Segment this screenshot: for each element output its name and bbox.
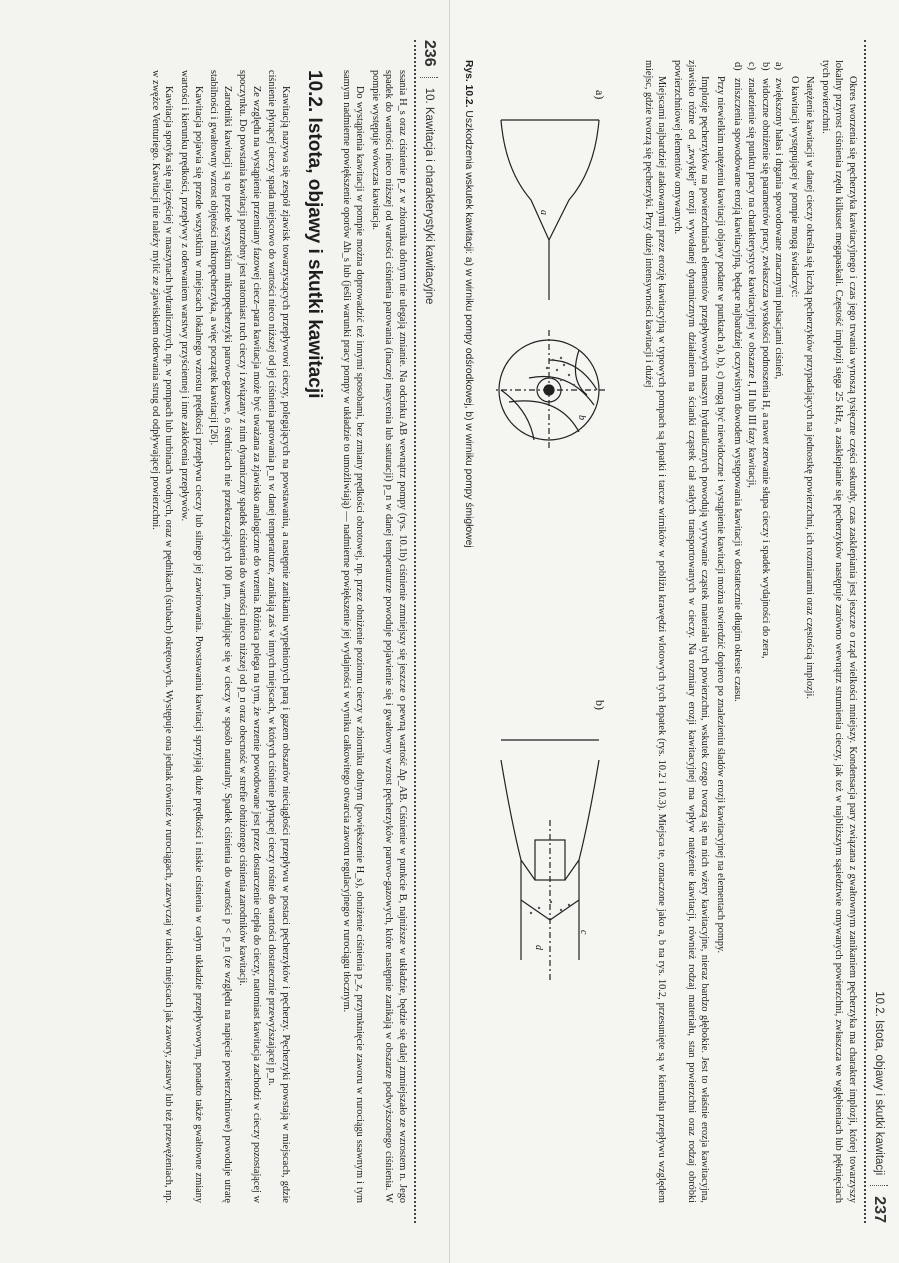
- left-header-title: 10. Kawitacja i charakterystyki kawitacyjne: [423, 87, 435, 305]
- part-letter: a: [538, 210, 549, 215]
- paragraph: Przy niewielkim natężeniu kawitacji objawy podane w punktach a), b), c) mogą być niewidoczne i wystąpienie kawitacji można stwierdzić dopiero po znalezieniu śladów erozji kawitacyjnej na elementach pompy.: [714, 76, 726, 954]
- paragraph: Do wystąpienia kawitacji w pompie można doprowadzić też innymi sposobami, bez zmiany prędkości obrotowej, np. przez obniżenie poziomu cieczy w zbiorniku dolnym (powiększenie H_s), obniżenie ciśnienia p_z, przymknięcie zaworu w rurociągu ssawnym i tym samym nadmierne powiększenie oporów Δh_s lub (jeśli warunki pracy pompy w układzie to umożliwiają) — nadmierne powiększenie jej wydajności w wyniku całkowitego otwarcia zaworu regulacyjnego w rurociągu tłocznym.: [340, 70, 366, 1203]
- part-letter: b: [576, 415, 587, 420]
- paragraph: Ze względu na wystąpienie przemiany fazowej ciecz–para kawitacja może być uważana za zjawisko analogiczne do wrzenia. Różnica polega na tym, że wrzenie powodowane jest przez dostarczenie ciepła do cieczy, natomiast kawitacja zachodzi w cieczy pozostającej w spoczynku. Do powstania kawitacji potrzebny jest natomiast ruch cieczy i związany z nim dynamiczny spadek ciśnienia do wartości nieco niższej od p_n oraz obecność w strefie obniżonego ciśnienia zarodników kawitacji.: [237, 70, 262, 1203]
- right-page-number: 237: [871, 1196, 888, 1223]
- paragraph: Kawitacja pojawia się przede wszystkim w miejscach lokalnego wzrostu prędkości przepływu cieczy lub silnego jej zawirowania. Powstawaniu kawitacji sprzyjają duże prędkości i niskie ciśnienia w całym układzie przepływowym, ponadto także gwałtowne zmiany wartości i kierunku prędkości, przepływy z oderwaniem warstwy przyściennej i inne zakłócenia przepływów.: [178, 70, 204, 1203]
- symptom-list: [731, 62, 785, 1203]
- paragraph: Implozje pęcherzyków na powierzchniach elementów przepływowych maszyn hydraulicznych powodują wyrywanie cząstek materiału tych powierzchni, wskutek czego tworzą się na nich wżery kawitacyjne, nieraz bardzo głębokie. Jest to właśnie erozja kawitacyjna, zjawisko różne od „zwykłej” erozji wywołanej dynamicznym działaniem na ścianki cząstek ciał stałych transportowanych w cieczy. Na rozmiary erozji kawitacyjnej ma wpływ natężenie kawitacji, również rodzaj materiału, stan powierzchni oraz rodzaj obróbki powierzchniowej elementów omywanych.: [672, 60, 711, 1203]
- figure-label-a: a): [593, 90, 607, 100]
- header-rule: [414, 40, 416, 1223]
- right-body: [619, 60, 859, 1203]
- figure-10-2: [458, 60, 609, 1203]
- right-page: [450, 0, 899, 1263]
- left-running-header: [417, 40, 441, 1223]
- paragraph: Miejscami najbardziej atakowanymi przez erozję kawitacyjną w typowych pompach są łopatki i tarcze wirników w pobliżu krawędzi wlotowych tych łopatek (rys. 10.2 i 10.3). Miejsca te, oznaczone jako a, b na rys. 10.2, przesunięte są w kierunku przepływu względem miejsc, gdzie tworzą się pęcherzyki. Przy dużej intensywności kawitacji i dużej: [642, 60, 668, 1203]
- paragraph: Natężenie kawitacji w danej cieczy określa się liczbą pęcherzyków przypadających na jednostkę powierzchni, ich rozmiarami oraz częstością implozji.: [804, 76, 816, 699]
- list-item: a)zwiększony hałas i drgania spowodowane znacznymi pulsacjami ciśnień,: [773, 62, 785, 380]
- left-page: [0, 0, 449, 1263]
- part-letter: c: [578, 930, 589, 935]
- header-rule: [864, 40, 866, 1223]
- part-letter: d: [533, 945, 544, 950]
- caption-text: Uszkodzenia wskutek kawitacji: a) w wirniku pompy odśrodkowej, b) w wirniku pompy śmigłowej: [463, 110, 475, 548]
- header-separator: [420, 77, 438, 78]
- paragraph: Okres tworzenia się pęcherzyka kawitacyjnego i czas jego trwania wynoszą tysięczne części sekundy, czas zasklepiania jest jeszcze o rząd wielkości mniejszy. Kondensacja pary związana z gwałtownym zanikaniem pęcherzyka ma charakter implozji, której towarzyszy lokalny przyrost ciśnienia rzędu kilkuset megapaskali. Częstość implozji sięga 25 kHz, a zasklepianie się pęcherzyków następuje zarówno wewnątrz strumienia cieczy, jak też w najbliższym sąsiedztwie omywanych powierzchni, zwłaszcza we wgłębieniach lub pęknięciach tych powierzchni.: [819, 60, 858, 1203]
- centrifugal-impeller-drawing: [493, 120, 605, 450]
- section-heading: 10.2. Istota, objawy i skutki kawitacji: [304, 70, 326, 399]
- caption-label: Rys. 10.2.: [463, 60, 475, 108]
- header-separator: [870, 1185, 888, 1186]
- right-header-title: 10.2. Istota, objawy i skutki kawitacji: [873, 991, 885, 1176]
- left-body: [12, 70, 409, 1203]
- paragraph: ssania H_s oraz ciśnienie p_z w zbiorniku dolnym nie ulegają zmianie. Na odcinku AB wewnątrz pompy (rys. 10.1b) ciśnienie zmniejszy się jeszcze o pewną wartość Δp_AB. Ciśnienie w punkcie B, najniższe w układzie, będzie się dalej zmniejszało ze wzrostem n. Jego spadek do wartości nieco niższej od wartości ciśnienia parowania (inaczej nasycenia lub saturacji) p_n w danej temperaturze powoduje pojawienie się i gwałtowny wzrost pęcherzyków parowo-gazowych, które następnie zanikają w obszarze podwyższonego ciśnienia. W pompie występuje wówczas kawitacja.: [369, 70, 408, 1203]
- paragraph: O kawitacji występującej w pompie mogą świadczyć:: [788, 76, 800, 298]
- paragraph: Kawitacja spotyka się najczęściej w maszynach hydraulicznych, np. w pompach lub turbinach wodnych, oraz w pędnikach (śrubach) okrętowych. Występuje ona jednak również w rurociągach, zazwyczaj w takich miejscach jak zawory, zasuwy lub też przewężeniach, np. w zwężce Venturiego. Kawitacji nie należy mylić ze zjawiskiem oderwania strug od odpływającej powierzchni.: [149, 70, 175, 1203]
- list-item: b)widoczne obniżenie się parametrów pracy, zwłaszcza wysokości podnoszenia H, a nawet zerwanie słupa cieczy i spadek wydajności do zera,: [759, 62, 771, 659]
- figure-caption: [462, 60, 475, 1203]
- right-running-header: [867, 40, 891, 1223]
- list-item: d)zniszczenia spowodowane erozją kawitacyjną, będące najbardziej oczywistym dowodem występowania kawitacji w dostatecznie długim okresie czasu.: [732, 62, 744, 702]
- figure-label-b: b): [593, 700, 607, 710]
- left-page-number: 236: [421, 40, 438, 67]
- paragraph: Kawitacją nazywa się zespół zjawisk towarzyszących przepływowi cieczy, polegających na powstawaniu, a następnie zanikaniu wypełnionych parą i gazem obszarów nieciągłości przepływu w postaci pęcherzyków i pęcherzy. Pęcherzyki powstają w miejscach, gdzie ciśnienie płynącej cieczy spada miejscowo do wartości nieco niższej od jej ciśnienia parowania p_n w danej temperaturze, zanikają zaś w innych miejscach, w których ciśnienie płynącej cieczy rośnie do wartości dostatecznie przewyższającej p_n.: [266, 70, 292, 1203]
- paragraph: Zarodniki kawitacji są to przede wszystkim mikropęcherzyki parowo-gazowe, o średnicach nie przekraczających 100 μm, znajdujące się w cieczy w sposób naturalny. Spadek ciśnienia do wartości p < p_n (ze względu na napięcie powierzchniowe) powoduje utratę stabilności i gwałtowny wzrost objętości mikropęcherzyka, a więc początek kawitacji [26].: [208, 70, 233, 1203]
- impeller-drawings: [491, 60, 609, 1203]
- axial-impeller-drawing: [501, 740, 599, 980]
- list-item: c)znalezienie się punktu pracy na charakterystyce kawitacyjnej w obszarze I, II lub III fazy kawitacji,: [745, 62, 757, 488]
